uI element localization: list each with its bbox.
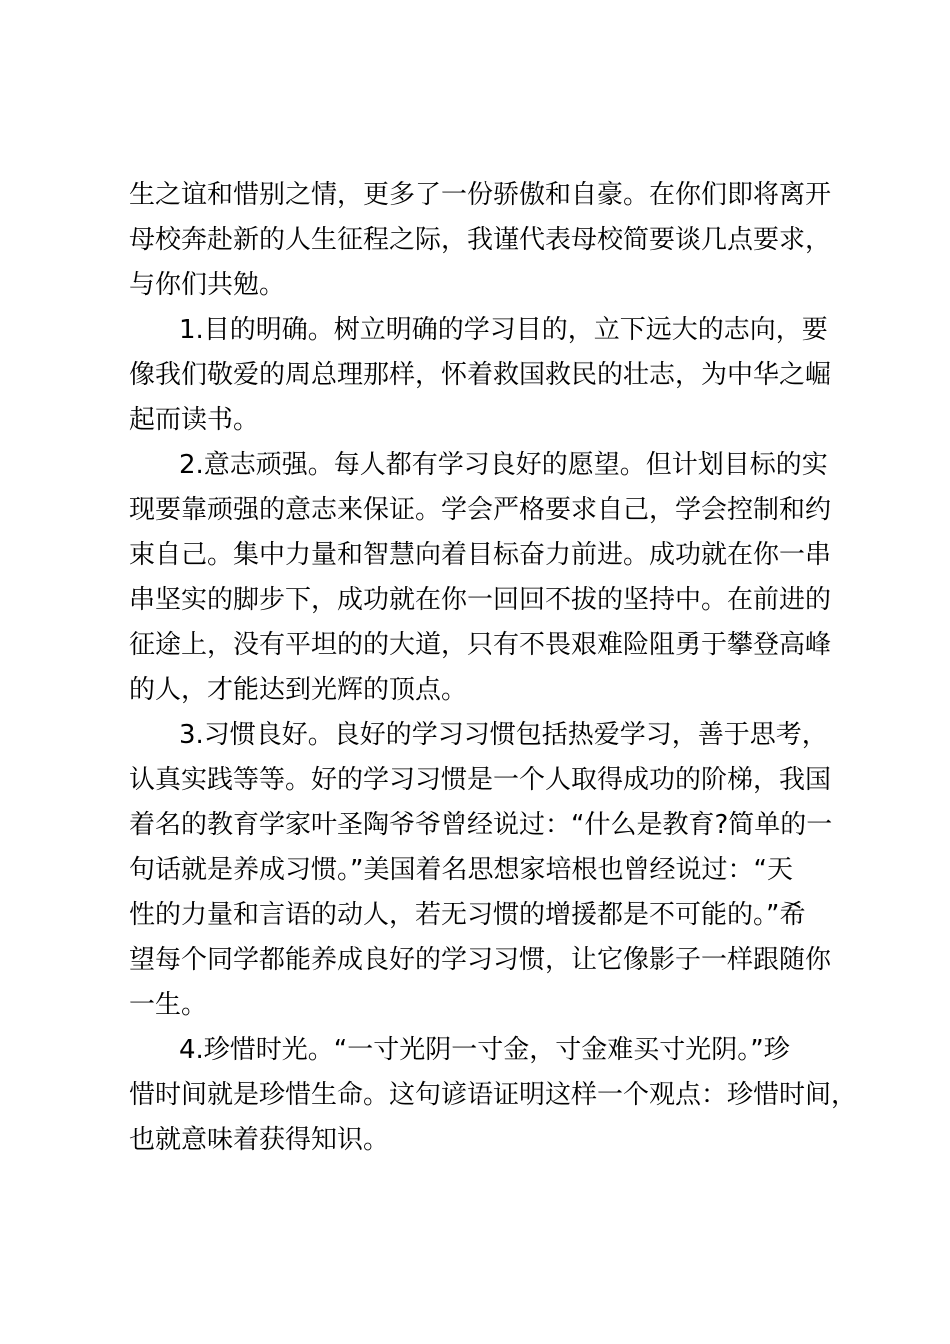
text-line-item-1-start: 1.目的明确。树立明确的学习目的，立下远大的志向，要 xyxy=(179,315,828,345)
text-line: 着名的教育学家叶圣陶爷爷曾经说过：“什么是教育?简单的一 xyxy=(129,810,833,840)
text-line: 母校奔赴新的人生征程之际，我谨代表母校简要谈几点要求， xyxy=(129,225,832,255)
text-line: 像我们敬爱的周总理那样，怀着救国救民的壮志，为中华之崛 xyxy=(129,360,832,390)
text-line: 的人，才能达到光辉的顶点。 xyxy=(129,675,468,705)
text-line: 惜时间就是珍惜生命。这句谚语证明这样一个观点：珍惜时间， xyxy=(129,1080,858,1110)
text-line: 生之谊和惜别之情，更多了一份骄傲和自豪。在你们即将离开 xyxy=(129,180,832,210)
text-line: 一生。 xyxy=(129,990,208,1020)
text-line: 束自己。集中力量和智慧向着目标奋力前进。成功就在你一串 xyxy=(129,540,832,570)
text-line: 现要靠顽强的意志来保证。学会严格要求自己，学会控制和约 xyxy=(129,495,832,525)
text-line: 征途上，没有平坦的的大道，只有不畏艰难险阻勇于攀登高峰 xyxy=(129,630,832,660)
text-line: 认真实践等等。好的学习习惯是一个人取得成功的阶梯，我国 xyxy=(129,765,832,795)
text-line: 望每个同学都能养成良好的学习习惯，让它像影子一样跟随你 xyxy=(129,945,832,975)
text-line: 性的力量和言语的动人，若无习惯的增援都是不可能的。”希 xyxy=(129,900,806,930)
text-line-item-2-start: 2.意志顽强。每人都有学习良好的愿望。但计划目标的实 xyxy=(179,450,828,480)
text-line: 与你们共勉。 xyxy=(129,270,286,300)
text-line-item-3-start: 3.习惯良好。良好的学习习惯包括热爱学习，善于思考， xyxy=(179,720,828,750)
text-line: 句话就是养成习惯。”美国着名思想家培根也曾经说过：“天 xyxy=(129,855,793,885)
text-line: 也就意味着获得知识。 xyxy=(129,1125,390,1155)
text-line: 串坚实的脚步下，成功就在你一回回不拔的坚持中。在前进的 xyxy=(129,585,832,615)
text-line: 起而读书。 xyxy=(129,405,260,435)
text-line-item-4-start: 4.珍惜时光。“一寸光阴一寸金，寸金难买寸光阴。”珍 xyxy=(179,1035,790,1065)
